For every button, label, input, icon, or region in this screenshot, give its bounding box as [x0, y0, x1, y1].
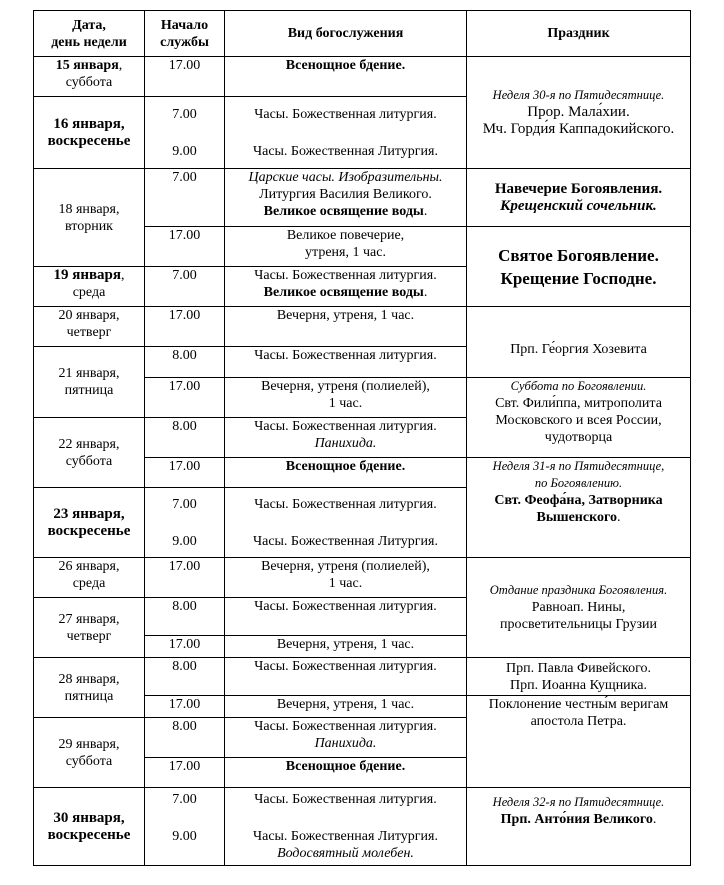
service-cell: Часы. Божественная литургия. Часы. Божественная Литургия. — [225, 97, 467, 169]
feast-cell: Прп. Ге́оргия Хозевита — [467, 307, 691, 378]
date-cell: 29 января, суббота — [34, 718, 145, 788]
service-cell: Часы. Божественная литургия. Часы. Божественная Литургия. — [225, 488, 467, 558]
service-cell: Часы. Божественная литургия. Панихида. — [225, 418, 467, 458]
time-cell: 17.00 — [145, 758, 225, 788]
header-service: Вид богослужения — [225, 11, 467, 57]
time-cell: 17.00 — [145, 636, 225, 658]
table-row — [34, 558, 691, 598]
date-cell: 21 января, пятница — [34, 347, 145, 418]
service-cell: Всенощное бдение. — [225, 758, 467, 788]
service-cell: Вечерня, утреня, 1 час. — [225, 696, 467, 718]
table-row — [34, 169, 691, 227]
schedule-table — [33, 10, 691, 866]
date-cell: 30 января, воскресенье — [34, 788, 145, 866]
date-cell: 27 января, четверг — [34, 598, 145, 658]
feast-cell: Поклонение честны́м веригам апостола Петра. — [467, 696, 691, 788]
service-cell: Часы. Божественная литургия. — [225, 347, 467, 378]
service-cell: Часы. Божественная литургия. — [225, 658, 467, 696]
feast-cell: Навечерие Богоявления. Крещенский сочельник. — [467, 169, 691, 227]
time-cell: 8.00 — [145, 418, 225, 458]
header-row — [34, 11, 691, 57]
time-cell: 8.00 — [145, 658, 225, 696]
time-cell: 17.00 — [145, 227, 225, 267]
service-cell: Вечерня, утреня, 1 час. — [225, 307, 467, 347]
time-cell: 17.00 — [145, 378, 225, 418]
header-feast: Праздник — [467, 11, 691, 57]
date-cell: 19 января, среда — [34, 267, 145, 307]
table-row — [34, 788, 691, 866]
service-cell: Великое повечерие, утреня, 1 час. — [225, 227, 467, 267]
time-cell: 17.00 — [145, 458, 225, 488]
table-row — [34, 57, 691, 97]
service-cell: Вечерня, утреня, 1 час. — [225, 636, 467, 658]
service-cell: Часы. Божественная литургия. — [225, 598, 467, 636]
time-cell: 7.00 — [145, 169, 225, 227]
date-cell: 15 января, суббота — [34, 57, 145, 97]
date-cell: 22 января, суббота — [34, 418, 145, 488]
service-cell: Вечерня, утреня (полиелей), 1 час. — [225, 378, 467, 418]
service-cell: Вечерня, утреня (полиелей), 1 час. — [225, 558, 467, 598]
feast-cell: Прп. Павла Фивейского. Прп. Иоанна Кущника. — [467, 658, 691, 696]
feast-cell: Неделя 31-я по Пятидесятнице, по Богоявлению. Свт. Феофа́на, Затворника Вышенского. — [467, 458, 691, 558]
time-cell: 7.00 9.00 — [145, 97, 225, 169]
time-cell: 8.00 — [145, 718, 225, 758]
table-row — [34, 658, 691, 696]
time-cell: 8.00 — [145, 347, 225, 378]
time-cell: 17.00 — [145, 57, 225, 97]
time-cell: 7.00 9.00 — [145, 488, 225, 558]
date-cell: 26 января, среда — [34, 558, 145, 598]
header-date: Дата, день недели — [34, 11, 145, 57]
time-cell: 17.00 — [145, 696, 225, 718]
time-cell: 8.00 — [145, 598, 225, 636]
time-cell: 7.00 9.00 — [145, 788, 225, 866]
date-cell: 28 января, пятница — [34, 658, 145, 718]
date-cell: 20 января, четверг — [34, 307, 145, 347]
service-cell: Всенощное бдение. — [225, 57, 467, 97]
date-cell: 23 января, воскресенье — [34, 488, 145, 558]
time-cell: 7.00 — [145, 267, 225, 307]
service-cell: Часы. Божественная литургия. Великое освящение воды. — [225, 267, 467, 307]
service-cell: Царские часы. Изобразительны. Литургия Василия Великого. Великое освящение воды. — [225, 169, 467, 227]
header-start: Начало службы — [145, 11, 225, 57]
feast-cell: Неделя 30-я по Пятидесятнице. Прор. Мала́хии. Мч. Горди́я Каппадокийского. — [467, 57, 691, 169]
feast-cell: Святое Богоявление. Крещение Господне. — [467, 227, 691, 307]
date-cell: 18 января, вторник — [34, 169, 145, 267]
date-cell: 16 января, воскресенье — [34, 97, 145, 169]
service-cell: Всенощное бдение. — [225, 458, 467, 488]
service-cell: Часы. Божественная литургия. Панихида. — [225, 718, 467, 758]
feast-cell: Неделя 32-я по Пятидесятнице. Прп. Анто́ния Великого. — [467, 788, 691, 866]
time-cell: 17.00 — [145, 558, 225, 598]
table-row — [34, 307, 691, 347]
time-cell: 17.00 — [145, 307, 225, 347]
feast-cell: Суббота по Богоявлении. Свт. Фили́ппа, митрополита Московского и всея России, чудотворца — [467, 378, 691, 458]
service-cell: Часы. Божественная литургия. Часы. Божественная Литургия. Водосвятный молебен. — [225, 788, 467, 866]
feast-cell: Отдание праздника Богоявления. Равноап. Нины, просветительницы Грузии — [467, 558, 691, 658]
